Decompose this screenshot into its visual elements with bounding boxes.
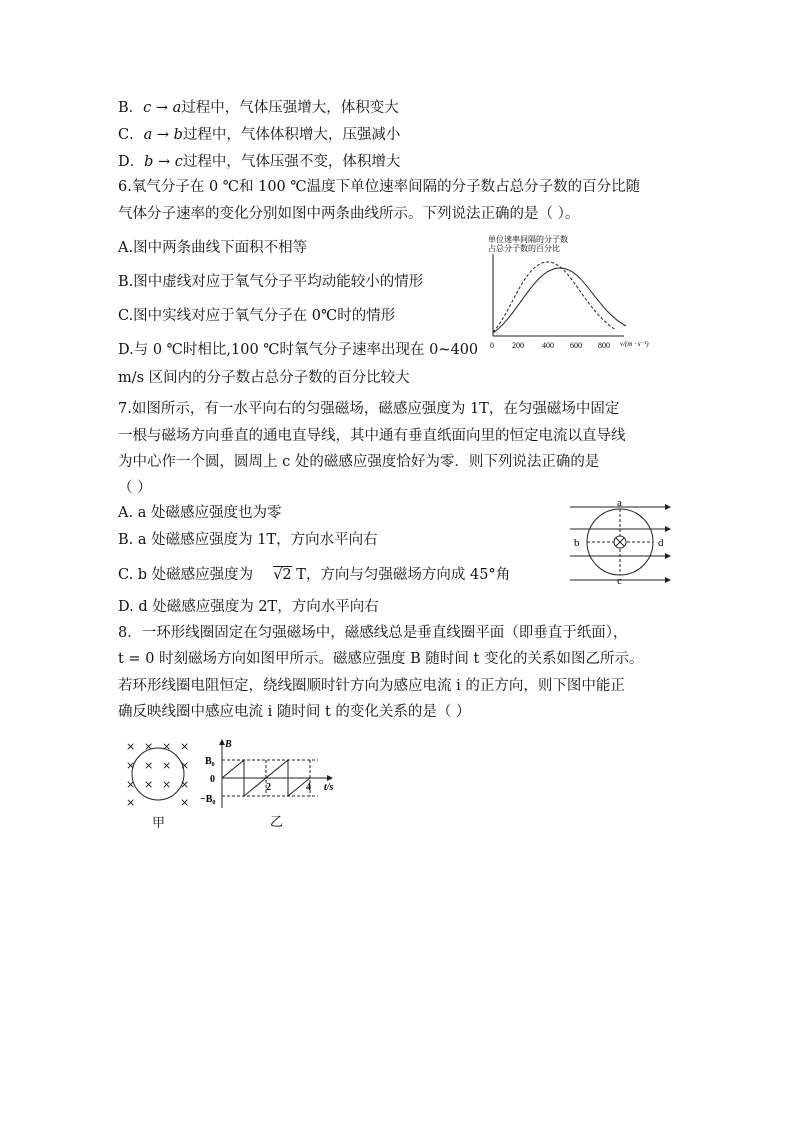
q8-cross-3: × <box>162 740 172 753</box>
q7-stem-line4: （ ） <box>118 480 152 496</box>
q6-graph-xtick-400: 400 <box>542 341 554 350</box>
q8-cross-8: × <box>180 759 190 772</box>
q8-graph-b-label: B <box>225 739 232 750</box>
q8-caption-jia: 甲 <box>152 816 166 831</box>
q5-option-b: B．c → a过程中，气体压强增大，体积变大 <box>118 100 399 116</box>
q8-coil <box>132 748 184 800</box>
q7-field-diagram <box>566 496 676 590</box>
q8-cross-7: × <box>162 759 172 772</box>
q6-option-d-line2: m/s 区间内的分子数占总分子数的百分比较大 <box>118 370 410 386</box>
q7-stem-line1: 7.如图所示，有一水平向右的匀强磁场，磁感应强度为 1T，在匀强磁场中固定 <box>118 401 620 417</box>
q5-option-c: C．a → b过程中，气体体积增大，压强减小 <box>118 127 401 143</box>
q5-option-b-math: c → a <box>143 100 182 116</box>
q6-option-b: B.图中虚线对应于氧气分子平均动能较小的情形 <box>118 274 424 290</box>
q8-b-t-graph <box>200 736 350 832</box>
q6-graph-xtick-600: 600 <box>570 341 582 350</box>
q6-graph-xtick-200: 200 <box>512 341 524 350</box>
q7-label-c: c <box>617 575 622 587</box>
q6-graph-xtick-0: 0 <box>490 341 494 350</box>
q8-cross-6: × <box>144 759 154 772</box>
q7-label-a: a <box>617 497 622 509</box>
q8-cross-5: × <box>126 759 136 772</box>
q6-stem-line1: 6.氧气分子在 0 ℃和 100 ℃温度下单位速率间隔的分子数占总分子数的百分比随 <box>118 179 641 195</box>
q7-sqrt2: √2 <box>273 567 292 583</box>
q5-option-d: D．b → c过程中，气体压强不变，体积增大 <box>118 154 401 170</box>
q6-graph-xlabel: v/(m · s⁻¹) <box>620 340 649 348</box>
q8-caption-yi: 乙 <box>270 814 284 829</box>
q7-option-b: B. a 处磁感应强度为 1T，方向水平向右 <box>118 532 378 548</box>
q8-graph-t2: 2 <box>266 782 271 793</box>
q8-cross-12: × <box>180 778 190 791</box>
q5-option-d-math: b → c <box>144 154 183 170</box>
q8-cross-14: × <box>180 796 190 809</box>
q8-cross-10: × <box>144 778 154 791</box>
q8-stem-line1: 8．一环形线圈固定在匀强磁场中，磁感线总是垂直线圈平面（即垂直于纸面）， <box>118 625 628 641</box>
q8-figure-jia <box>122 740 194 830</box>
q8-cross-11: × <box>162 778 172 791</box>
q7-option-d: D. d 处磁感应强度为 2T，方向水平向右 <box>118 599 379 615</box>
q7-option-a: A. a 处磁感应强度也为零 <box>118 505 282 521</box>
q6-option-c: C.图中实线对应于氧气分子在 0℃时的情形 <box>118 308 396 324</box>
q8-cross-4: × <box>180 740 190 753</box>
q8-stem-line3: 若环形线圈电阻恒定，绕线圈顺时针方向为感应电流 i 的正方向，则下图中能正 <box>118 678 625 694</box>
q8-cross-2: × <box>144 740 154 753</box>
q8-cross-13: × <box>126 796 136 809</box>
q7-label-d: d <box>658 537 664 549</box>
q6-option-d-line1: D.与 0 ℃时相比,100 ℃时氧气分子速率出现在 0~400 <box>118 342 479 358</box>
q8-cross-9: × <box>126 778 136 791</box>
q7-stem-line2: 一根与磁场方向垂直的通电直导线，其中通有垂直纸面向里的恒定电流以直导线 <box>118 428 626 444</box>
q6-dashed-curve <box>493 262 616 332</box>
q6-graph-xtick-800: 800 <box>598 341 610 350</box>
q6-graph-ylabel-line1: 单位速率间隔的分子数 <box>488 235 568 244</box>
q8-graph-t-label: t/s <box>324 782 334 793</box>
q6-option-a: A.图中两条曲线下面积不相等 <box>118 240 308 256</box>
q8-stem-line2: t = 0 时刻磁场方向如图甲所示。磁感应强度 B 随时间 t 变化的关系如图乙所示。 <box>118 651 644 667</box>
q8-graph-b0-label: B₀ <box>205 756 215 767</box>
q8-graph-t4: 4 <box>306 782 311 793</box>
q5-option-c-math: a → b <box>143 127 183 143</box>
q7-label-b: b <box>574 537 580 549</box>
q6-graph-ylabel-line2: 占总分子数的百分比 <box>488 244 560 253</box>
q7-option-c: C. b 处磁感应强度为 √2 T，方向与匀强磁场方向成 45°角 <box>118 567 511 583</box>
q6-stem-line2: 气体分子速率的变化分别如图中两条曲线所示。下列说法正确的是（ ）。 <box>118 206 580 222</box>
q6-speed-distribution-graph <box>484 232 664 354</box>
q8-cross-1: × <box>126 740 136 753</box>
q8-stem-line4: 确反映线圈中感应电流 i 随时间 t 的变化关系的是（ ） <box>118 704 471 720</box>
q8-graph-neg-b0-label: −B₀ <box>200 794 216 805</box>
q7-stem-line3: 为中心作一个圆，圆周上 c 处的磁感应强度恰好为零．则下列说法正确的是 <box>118 454 600 470</box>
q8-graph-zero-label: 0 <box>210 774 215 785</box>
